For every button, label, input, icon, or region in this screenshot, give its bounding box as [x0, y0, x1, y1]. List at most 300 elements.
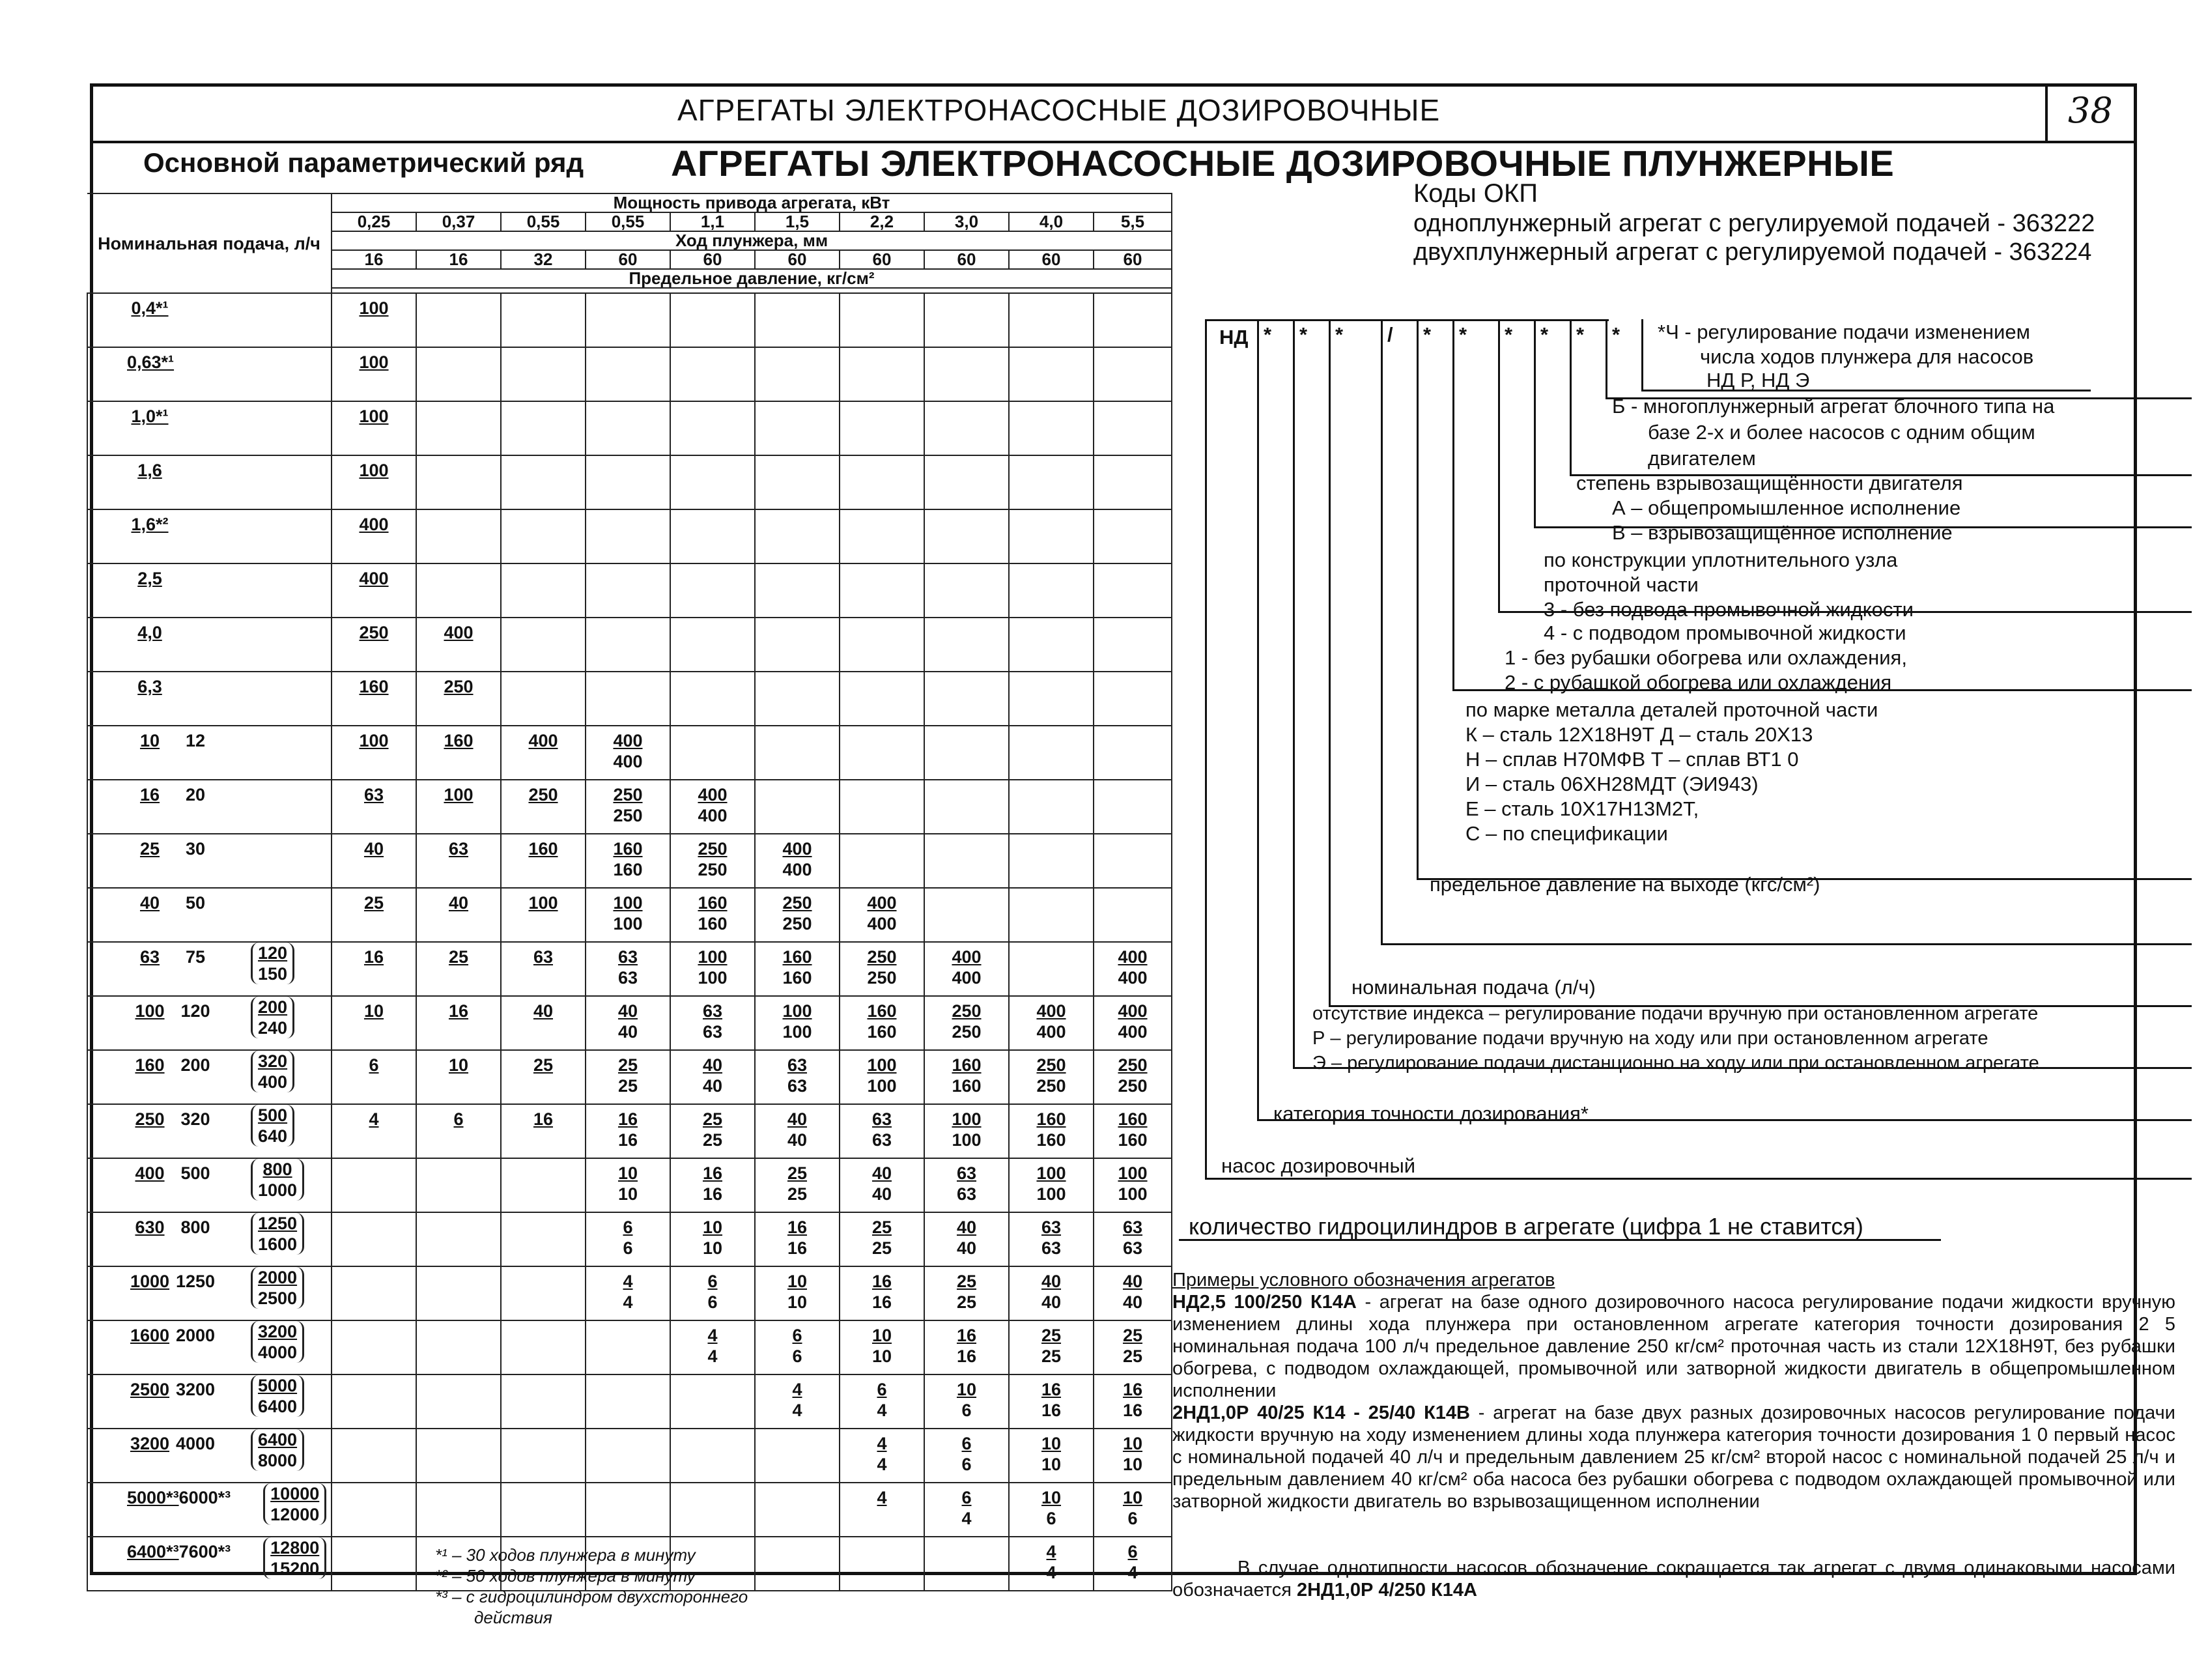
pressure-values — [417, 1483, 500, 1487]
pressure-values — [1010, 1105, 1093, 1150]
pressure-values — [925, 1375, 1008, 1421]
flow-value-alt: 75 — [185, 947, 206, 967]
pressure-values — [417, 780, 500, 805]
pressure-cell — [1009, 996, 1094, 1050]
flow-value-cell — [87, 401, 332, 455]
pressure-cell — [755, 672, 840, 726]
pressure-header: Предельное давление, кг/см² — [332, 269, 1172, 288]
pressure-value-alt: 100 — [952, 1130, 982, 1150]
pressure-value: 16 — [363, 947, 384, 967]
code-b-1: Б - многоплунжерный агрегат блочного типа на — [1612, 395, 2055, 418]
pressure-value-alt: 6 — [1046, 1509, 1056, 1528]
pressure-cell — [501, 834, 586, 888]
pressure-cell — [1094, 1429, 1172, 1483]
pressure-value: 160 — [1036, 1109, 1066, 1129]
pressure-values — [1010, 943, 1093, 947]
pressure-values — [671, 618, 754, 622]
pressure-cell — [1094, 726, 1172, 780]
pressure-cell — [755, 726, 840, 780]
pressure-cell — [416, 347, 501, 401]
pressure-values — [1010, 1159, 1093, 1204]
pressure-value: 6 — [961, 1488, 972, 1507]
flow-value-main: 0,4*¹ — [131, 298, 169, 318]
pressure-values — [1094, 1375, 1171, 1421]
code-b-3: двигателем — [1648, 447, 1756, 470]
flow-value-main: 1600 — [130, 1326, 170, 1345]
pressure-cell — [755, 996, 840, 1050]
flow-value-main: 630 — [135, 1217, 165, 1237]
pressure-cell — [924, 996, 1009, 1050]
pressure-cell — [840, 401, 924, 455]
diagram-line — [1417, 319, 1419, 879]
pressure-value: 250 — [952, 1001, 982, 1021]
double-flow-bracket — [251, 1051, 294, 1092]
table-row — [87, 1050, 1172, 1104]
pressure-cell — [586, 401, 670, 455]
pressure-values — [840, 402, 924, 406]
pressure-values — [502, 1483, 585, 1487]
pressure-value-alt: 63 — [617, 968, 638, 988]
pressure-value: 16 — [956, 1326, 977, 1345]
pressure-values — [502, 456, 585, 460]
pressure-value: 250 — [528, 785, 558, 804]
pressure-value: 160 — [782, 947, 812, 967]
pressure-values — [1094, 1429, 1171, 1475]
pressure-cell — [1094, 1374, 1172, 1429]
pressure-value: 16 — [448, 1001, 469, 1021]
pressure-value: 10 — [617, 1163, 638, 1183]
pressure-value-alt: 6 — [1127, 1509, 1138, 1528]
pressure-cell — [416, 618, 501, 672]
flow-value-cell — [87, 888, 332, 942]
table-row — [87, 1104, 1172, 1158]
pressure-values — [756, 672, 839, 676]
pressure-values — [925, 997, 1008, 1042]
pressure-values — [332, 1375, 416, 1379]
stroke-cell: 60 — [670, 250, 755, 269]
pressure-value-alt: 100 — [613, 914, 643, 933]
code-position-mark: * — [1505, 323, 1513, 346]
pressure-values — [586, 1105, 670, 1150]
pressure-value-alt: 160 — [867, 1022, 897, 1042]
stroke-cell: 60 — [924, 250, 1009, 269]
code-b-2: базе 2-х и более насосов с одним общим — [1648, 421, 2035, 444]
pressure-values — [840, 834, 924, 838]
pressure-cell — [332, 509, 416, 563]
pressure-values — [840, 618, 924, 622]
pressure-value: 16 — [617, 1109, 638, 1129]
pressure-values — [332, 510, 416, 535]
pressure-cell — [670, 509, 755, 563]
pressure-value: 25 — [787, 1163, 808, 1183]
pressure-values — [1010, 1321, 1093, 1367]
table-row — [87, 618, 1172, 672]
pressure-cell — [416, 563, 501, 618]
pressure-value: 63 — [787, 1055, 808, 1075]
pressure-cell — [501, 455, 586, 509]
pressure-value: 4 — [792, 1380, 802, 1399]
code-h-2: 2 - с рубашкой обогрева или охлаждения — [1505, 671, 1892, 694]
double-flow-main: 5000 — [258, 1376, 298, 1395]
stroke-cell: 60 — [840, 250, 924, 269]
pressure-value: 6 — [877, 1380, 887, 1399]
pressure-values — [586, 510, 670, 514]
pressure-cell — [416, 293, 501, 347]
table-row — [87, 455, 1172, 509]
double-flow-alt: 12000 — [270, 1505, 320, 1524]
pressure-value: 100 — [782, 1001, 812, 1021]
pressure-value-alt: 63 — [956, 1184, 977, 1204]
flow-value-alt: 2000 — [175, 1326, 216, 1345]
pressure-values — [586, 564, 670, 568]
double-flow-bracket — [251, 1375, 304, 1417]
pressure-values — [1010, 402, 1093, 406]
pressure-values — [417, 456, 500, 460]
pressure-cell — [755, 1212, 840, 1266]
double-flow-bracket — [251, 997, 294, 1038]
pressure-cell — [924, 726, 1009, 780]
okp-line-1: одноплунжерный агрегат с регулируемой подачей - 363222 — [1413, 210, 2095, 237]
pressure-value: 6 — [1127, 1542, 1138, 1561]
pressure-values — [925, 1321, 1008, 1367]
pressure-values — [756, 564, 839, 568]
pressure-values — [756, 997, 839, 1042]
pressure-values — [502, 1051, 585, 1075]
pressure-value-alt: 40 — [617, 1022, 638, 1042]
okp-line-2: двухплунжерный агрегат с регулируемой подачей - 363224 — [1413, 238, 2092, 266]
pressure-value-alt: 63 — [1041, 1238, 1062, 1258]
header-title: АГРЕГАТЫ ЭЛЕКТРОНАСОСНЫЕ ДОЗИРОВОЧНЫЕ — [677, 93, 1441, 127]
table-row — [87, 1374, 1172, 1429]
pressure-cell — [1094, 455, 1172, 509]
pressure-values — [1010, 510, 1093, 514]
pressure-values — [417, 348, 500, 352]
pressure-cell — [332, 401, 416, 455]
pressure-values — [840, 510, 924, 514]
pressure-value-alt: 400 — [952, 968, 982, 988]
pressure-value-alt: 250 — [1036, 1076, 1066, 1096]
pressure-values — [332, 780, 416, 805]
table-row — [87, 1429, 1172, 1483]
pressure-values — [671, 1267, 754, 1313]
flow-value — [127, 1159, 218, 1184]
pressure-cell — [332, 1320, 416, 1374]
flow-value-cell — [87, 293, 332, 347]
code-position-mark: * — [1459, 323, 1467, 346]
pressure-values — [1010, 456, 1093, 460]
pressure-value: 63 — [956, 1163, 977, 1183]
pressure-values — [502, 1267, 585, 1271]
pressure-value-alt: 40 — [871, 1184, 892, 1204]
pressure-values — [1010, 726, 1093, 730]
pressure-values — [756, 1375, 839, 1421]
pressure-values — [925, 943, 1008, 988]
code-m-2: К – сталь 12Х18Н9Т Д – сталь 20Х13 — [1465, 723, 1813, 746]
pressure-cell — [924, 1104, 1009, 1158]
pressure-values — [1094, 780, 1171, 784]
pressure-value: 6 — [961, 1434, 972, 1453]
pressure-cell — [924, 293, 1009, 347]
pressure-values — [840, 889, 924, 934]
code-r-1: отсутствие индекса – регулирование подачи вручную при остановленном агрегате — [1312, 1003, 2039, 1024]
pressure-cell — [501, 780, 586, 834]
double-flow-alt: 640 — [258, 1126, 288, 1146]
pressure-cell — [924, 1212, 1009, 1266]
pressure-cell — [840, 1374, 924, 1429]
pressure-value-alt: 6 — [961, 1455, 972, 1474]
pressure-values — [756, 1051, 839, 1096]
pressure-values — [417, 1375, 500, 1379]
pressure-values — [925, 1105, 1008, 1150]
pressure-values — [586, 1483, 670, 1487]
flow-value-main: 1000 — [130, 1272, 170, 1291]
pressure-cell — [1094, 509, 1172, 563]
pressure-values — [756, 1105, 839, 1150]
power-cell: 0,55 — [586, 212, 670, 231]
pressure-cell — [670, 1212, 755, 1266]
pressure-value-alt: 10 — [1041, 1455, 1062, 1474]
code-position-mark: * — [1264, 323, 1272, 346]
pressure-cell — [586, 509, 670, 563]
flow-value-main: 1,6 — [137, 461, 162, 480]
pressure-value: 25 — [702, 1109, 723, 1129]
pressure-values — [756, 1537, 839, 1541]
pressure-cell — [586, 1320, 670, 1374]
pressure-cell — [840, 293, 924, 347]
power-cell: 2,2 — [840, 212, 924, 231]
pressure-values — [1010, 1483, 1093, 1529]
pressure-cell — [755, 293, 840, 347]
diagram-line — [1329, 319, 1331, 1006]
table-row — [87, 780, 1172, 834]
pressure-cell — [586, 780, 670, 834]
pressure-cell — [416, 509, 501, 563]
pressure-cell — [1094, 401, 1172, 455]
pressure-value: 400 — [444, 623, 474, 642]
pressure-cell — [1094, 563, 1172, 618]
pressure-cell — [1009, 1320, 1094, 1374]
pressure-cell — [416, 942, 501, 996]
pressure-values — [671, 726, 754, 730]
pressure-value-alt: 40 — [702, 1076, 723, 1096]
pressure-value-alt: 10 — [617, 1184, 638, 1204]
pressure-cell — [586, 1266, 670, 1320]
table-row — [87, 1158, 1172, 1212]
pressure-cell — [332, 347, 416, 401]
pressure-value-alt: 6 — [961, 1401, 972, 1420]
pressure-values — [417, 402, 500, 406]
pressure-value: 40 — [956, 1217, 977, 1237]
pressure-values — [1010, 1375, 1093, 1421]
pressure-values — [417, 510, 500, 514]
pressure-value-alt: 25 — [617, 1076, 638, 1096]
pressure-values — [671, 1213, 754, 1259]
pressure-values — [502, 1213, 585, 1217]
pressure-value-alt: 250 — [613, 806, 643, 825]
pressure-values — [925, 1537, 1008, 1541]
pressure-cell — [840, 834, 924, 888]
pressure-values — [840, 1537, 924, 1541]
pressure-cell — [416, 1158, 501, 1212]
flow-value-cell — [87, 672, 332, 726]
double-flow-main: 200 — [258, 997, 288, 1017]
flow-value-main: 4,0 — [137, 623, 162, 642]
pressure-cell — [416, 1212, 501, 1266]
stroke-header: Ход плунжера, мм — [332, 231, 1172, 250]
pressure-values — [332, 943, 416, 967]
pressure-cell — [1009, 1537, 1094, 1591]
code-position-mark: * — [1612, 323, 1620, 346]
pressure-cell — [670, 942, 755, 996]
pressure-cell — [924, 672, 1009, 726]
pressure-values — [332, 1321, 416, 1325]
pressure-value: 160 — [1118, 1109, 1148, 1129]
param-series-title: Основной параметрический ряд — [143, 147, 584, 178]
pressure-values — [332, 889, 416, 913]
pressure-cell — [1009, 1483, 1094, 1537]
double-flow-bracket — [251, 943, 294, 984]
pressure-value-alt: 10 — [1122, 1455, 1143, 1474]
pressure-values — [925, 1483, 1008, 1529]
pressure-cell — [1094, 618, 1172, 672]
pressure-cell — [840, 996, 924, 1050]
diagram-line — [1534, 319, 1536, 528]
pressure-values — [840, 1051, 924, 1096]
pressure-value: 63 — [1041, 1217, 1062, 1237]
pressure-values — [586, 726, 670, 772]
pressure-value: 160 — [867, 1001, 897, 1021]
pressure-values — [671, 402, 754, 406]
pressure-cell — [501, 726, 586, 780]
flow-value — [127, 1213, 218, 1238]
power-cell: 4,0 — [1009, 212, 1094, 231]
pressure-cell — [840, 618, 924, 672]
flow-value-main: 6,3 — [137, 677, 162, 696]
pressure-cell — [501, 672, 586, 726]
footnote-3: *³ – с гидроцилиндром двухстороннего — [435, 1587, 748, 1606]
pressure-values — [671, 1321, 754, 1367]
pressure-cell — [755, 834, 840, 888]
pressure-values — [1094, 618, 1171, 622]
diagram-line — [1381, 319, 1383, 945]
footnote-2: *² – 50 ходов плунжера в минуту — [435, 1566, 696, 1586]
pressure-cell — [586, 1483, 670, 1537]
pressure-values — [756, 1213, 839, 1259]
pressure-value: 63 — [702, 1001, 723, 1021]
pressure-values — [925, 510, 1008, 514]
pressure-value: 250 — [444, 677, 474, 696]
pressure-value: 6 — [792, 1326, 802, 1345]
double-flow-main: 6400 — [258, 1430, 298, 1449]
pressure-values — [840, 1159, 924, 1204]
pressure-cell — [840, 1266, 924, 1320]
pressure-values — [925, 564, 1008, 568]
pressure-value: 4 — [877, 1434, 887, 1453]
pressure-value: 40 — [617, 1001, 638, 1021]
header-spacer — [332, 288, 1172, 293]
pressure-cell — [924, 401, 1009, 455]
flow-value-main: 3200 — [130, 1434, 170, 1453]
pressure-values — [502, 1537, 585, 1541]
flow-value — [127, 834, 218, 859]
pressure-values — [925, 1213, 1008, 1259]
table-row — [87, 1483, 1172, 1537]
pressure-value: 100 — [698, 947, 728, 967]
diagram-line — [1205, 319, 1609, 321]
pressure-cell — [1009, 672, 1094, 726]
pressure-values — [1010, 780, 1093, 784]
pressure-cell — [501, 1266, 586, 1320]
pressure-cell — [501, 1050, 586, 1104]
footnote-1: *¹ – 30 ходов плунжера в минуту — [435, 1545, 696, 1565]
pressure-value: 100 — [359, 406, 389, 426]
pressure-value: 63 — [617, 947, 638, 967]
pressure-cell — [586, 347, 670, 401]
pressure-values — [840, 1429, 924, 1475]
flow-value-alt: 320 — [180, 1109, 210, 1129]
pressure-cell — [924, 888, 1009, 942]
flow-value — [127, 1429, 218, 1454]
pressure-value-alt: 6 — [623, 1238, 633, 1258]
pressure-values — [840, 564, 924, 568]
pressure-values — [1094, 510, 1171, 514]
pressure-values — [671, 564, 754, 568]
pressure-values — [502, 564, 585, 568]
pressure-cell — [416, 1320, 501, 1374]
flow-value-alt: 12 — [185, 731, 206, 750]
pressure-cell — [1009, 618, 1094, 672]
pressure-cell — [501, 1104, 586, 1158]
flow-value — [127, 889, 218, 913]
code-r-2: Р – регулирование подачи вручную на ходу или при остановленном агрегате — [1312, 1028, 1988, 1049]
examples-title: Примеры условного обозначения агрегатов — [1172, 1270, 1555, 1290]
pressure-cell — [1094, 1537, 1172, 1591]
pressure-cell — [332, 1104, 416, 1158]
pressure-values — [332, 1483, 416, 1487]
pressure-cell — [416, 672, 501, 726]
pressure-cell — [416, 1483, 501, 1537]
pressure-values — [840, 1483, 924, 1508]
pressure-value: 160 — [359, 677, 389, 696]
pressure-cell — [1009, 455, 1094, 509]
flow-value-main: 6400*³ — [127, 1542, 179, 1561]
flow-value-alt: 20 — [185, 785, 206, 804]
pressure-cell — [755, 1429, 840, 1483]
pressure-values — [1094, 1321, 1171, 1367]
code-flow: номинальная подача (л/ч) — [1351, 976, 1596, 999]
pressure-values — [417, 1105, 500, 1130]
pressure-cell — [840, 1050, 924, 1104]
flow-value-alt: 120 — [180, 1001, 210, 1021]
pressure-values — [502, 348, 585, 352]
pressure-cell — [670, 780, 755, 834]
pressure-values — [502, 618, 585, 622]
diagram-line — [1606, 319, 1607, 397]
double-flow-main: 2000 — [258, 1268, 298, 1287]
pressure-cell — [755, 888, 840, 942]
flow-value-cell — [87, 618, 332, 672]
double-flow-alt: 6400 — [258, 1397, 298, 1416]
pressure-values — [1094, 672, 1171, 676]
pressure-cell — [1094, 672, 1172, 726]
double-flow-main: 3200 — [258, 1322, 298, 1341]
pressure-value: 40 — [363, 839, 384, 859]
pressure-value: 250 — [359, 623, 389, 642]
pressure-value: 100 — [1118, 1163, 1148, 1183]
pressure-value: 4 — [623, 1272, 633, 1291]
pressure-values — [586, 1267, 670, 1313]
flow-value-cell — [87, 1429, 332, 1483]
